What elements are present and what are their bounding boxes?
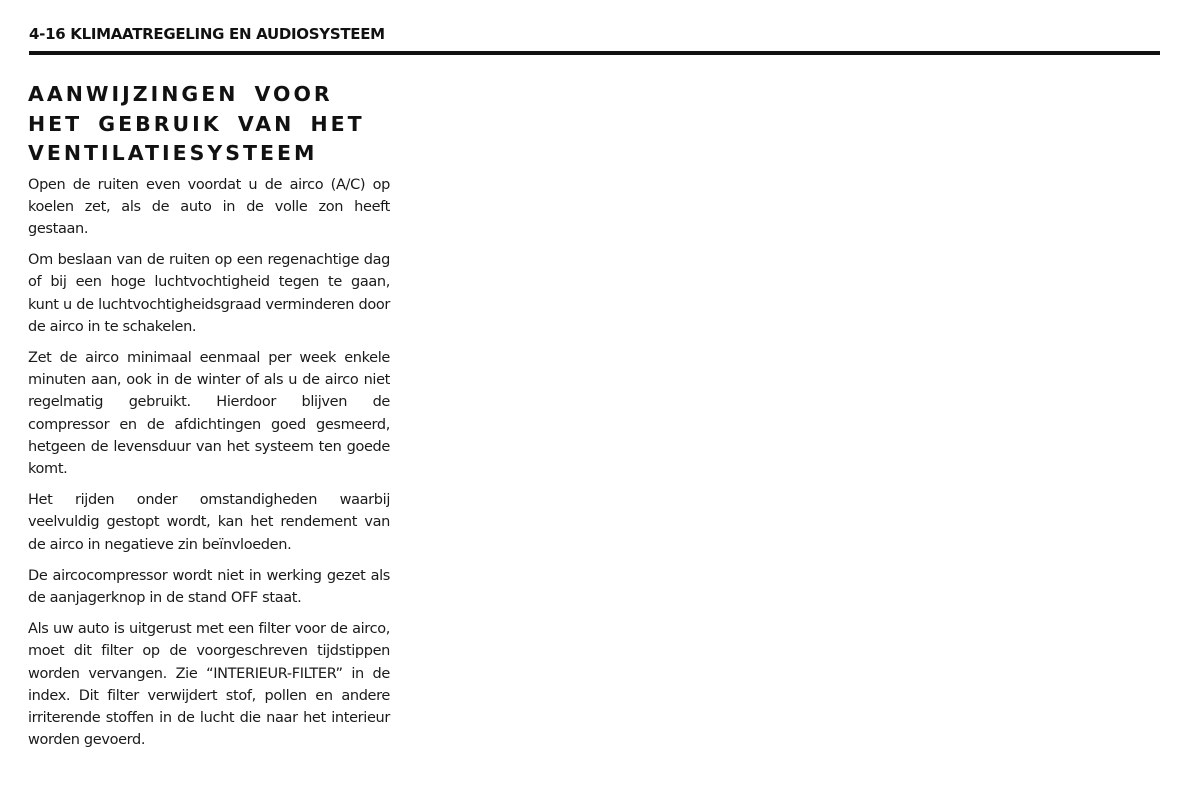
paragraph-1: Open de ruiten even voordat u de airco (A/C) op koelen zet, als de auto in de volle zon heeft gestaan. <box>28 176 390 237</box>
content-column <box>28 80 390 760</box>
paragraph-3: Zet de airco minimaal eenmaal per week enkele minuten aan, ook in de winter of als u de airco niet regelmatig gebruikt. Hierdoor blijven de compressor en de afdichtingen goed gesmeerd, hetgeen de levensduur van het systeem ten goede komt. <box>28 349 390 477</box>
paragraph-4: Het rijden onder omstandigheden waarbij veelvuldig gestopt wordt, kan het rendement van de airco in negatieve zin beïnvloeden. <box>28 492 390 553</box>
paragraph-5: De aircocompressor wordt niet in werking gezet als de aanjagerknop in de stand OFF staat. <box>28 567 390 606</box>
running-header: 4-16 KLIMAATREGELING EN AUDIOSYSTEEM <box>29 25 385 43</box>
page-header <box>29 24 1160 44</box>
paragraph-6: Als uw auto is uitgerust met een filter voor de airco, moet dit filter op de voorgeschreven tijdstippen worden vervangen. Zie “INTERIEUR-FILTER” in de index. Dit filter verwijdert stof, pollen en andere irriterende stoffen in de lucht die naar het interieur worden gevoerd. <box>28 621 390 749</box>
section-title: AANWIJZINGEN VOOR HET GEBRUIK VAN HET VENTILATIESYSTEEM <box>28 82 365 165</box>
header-rule <box>29 51 1160 55</box>
paragraph-2: Om beslaan van de ruiten op een regenachtige dag of bij een hoge luchtvochtigheid tegen te gaan, kunt u de luchtvochtigheidsgraad verminderen door de airco in te schakelen. <box>28 252 390 335</box>
